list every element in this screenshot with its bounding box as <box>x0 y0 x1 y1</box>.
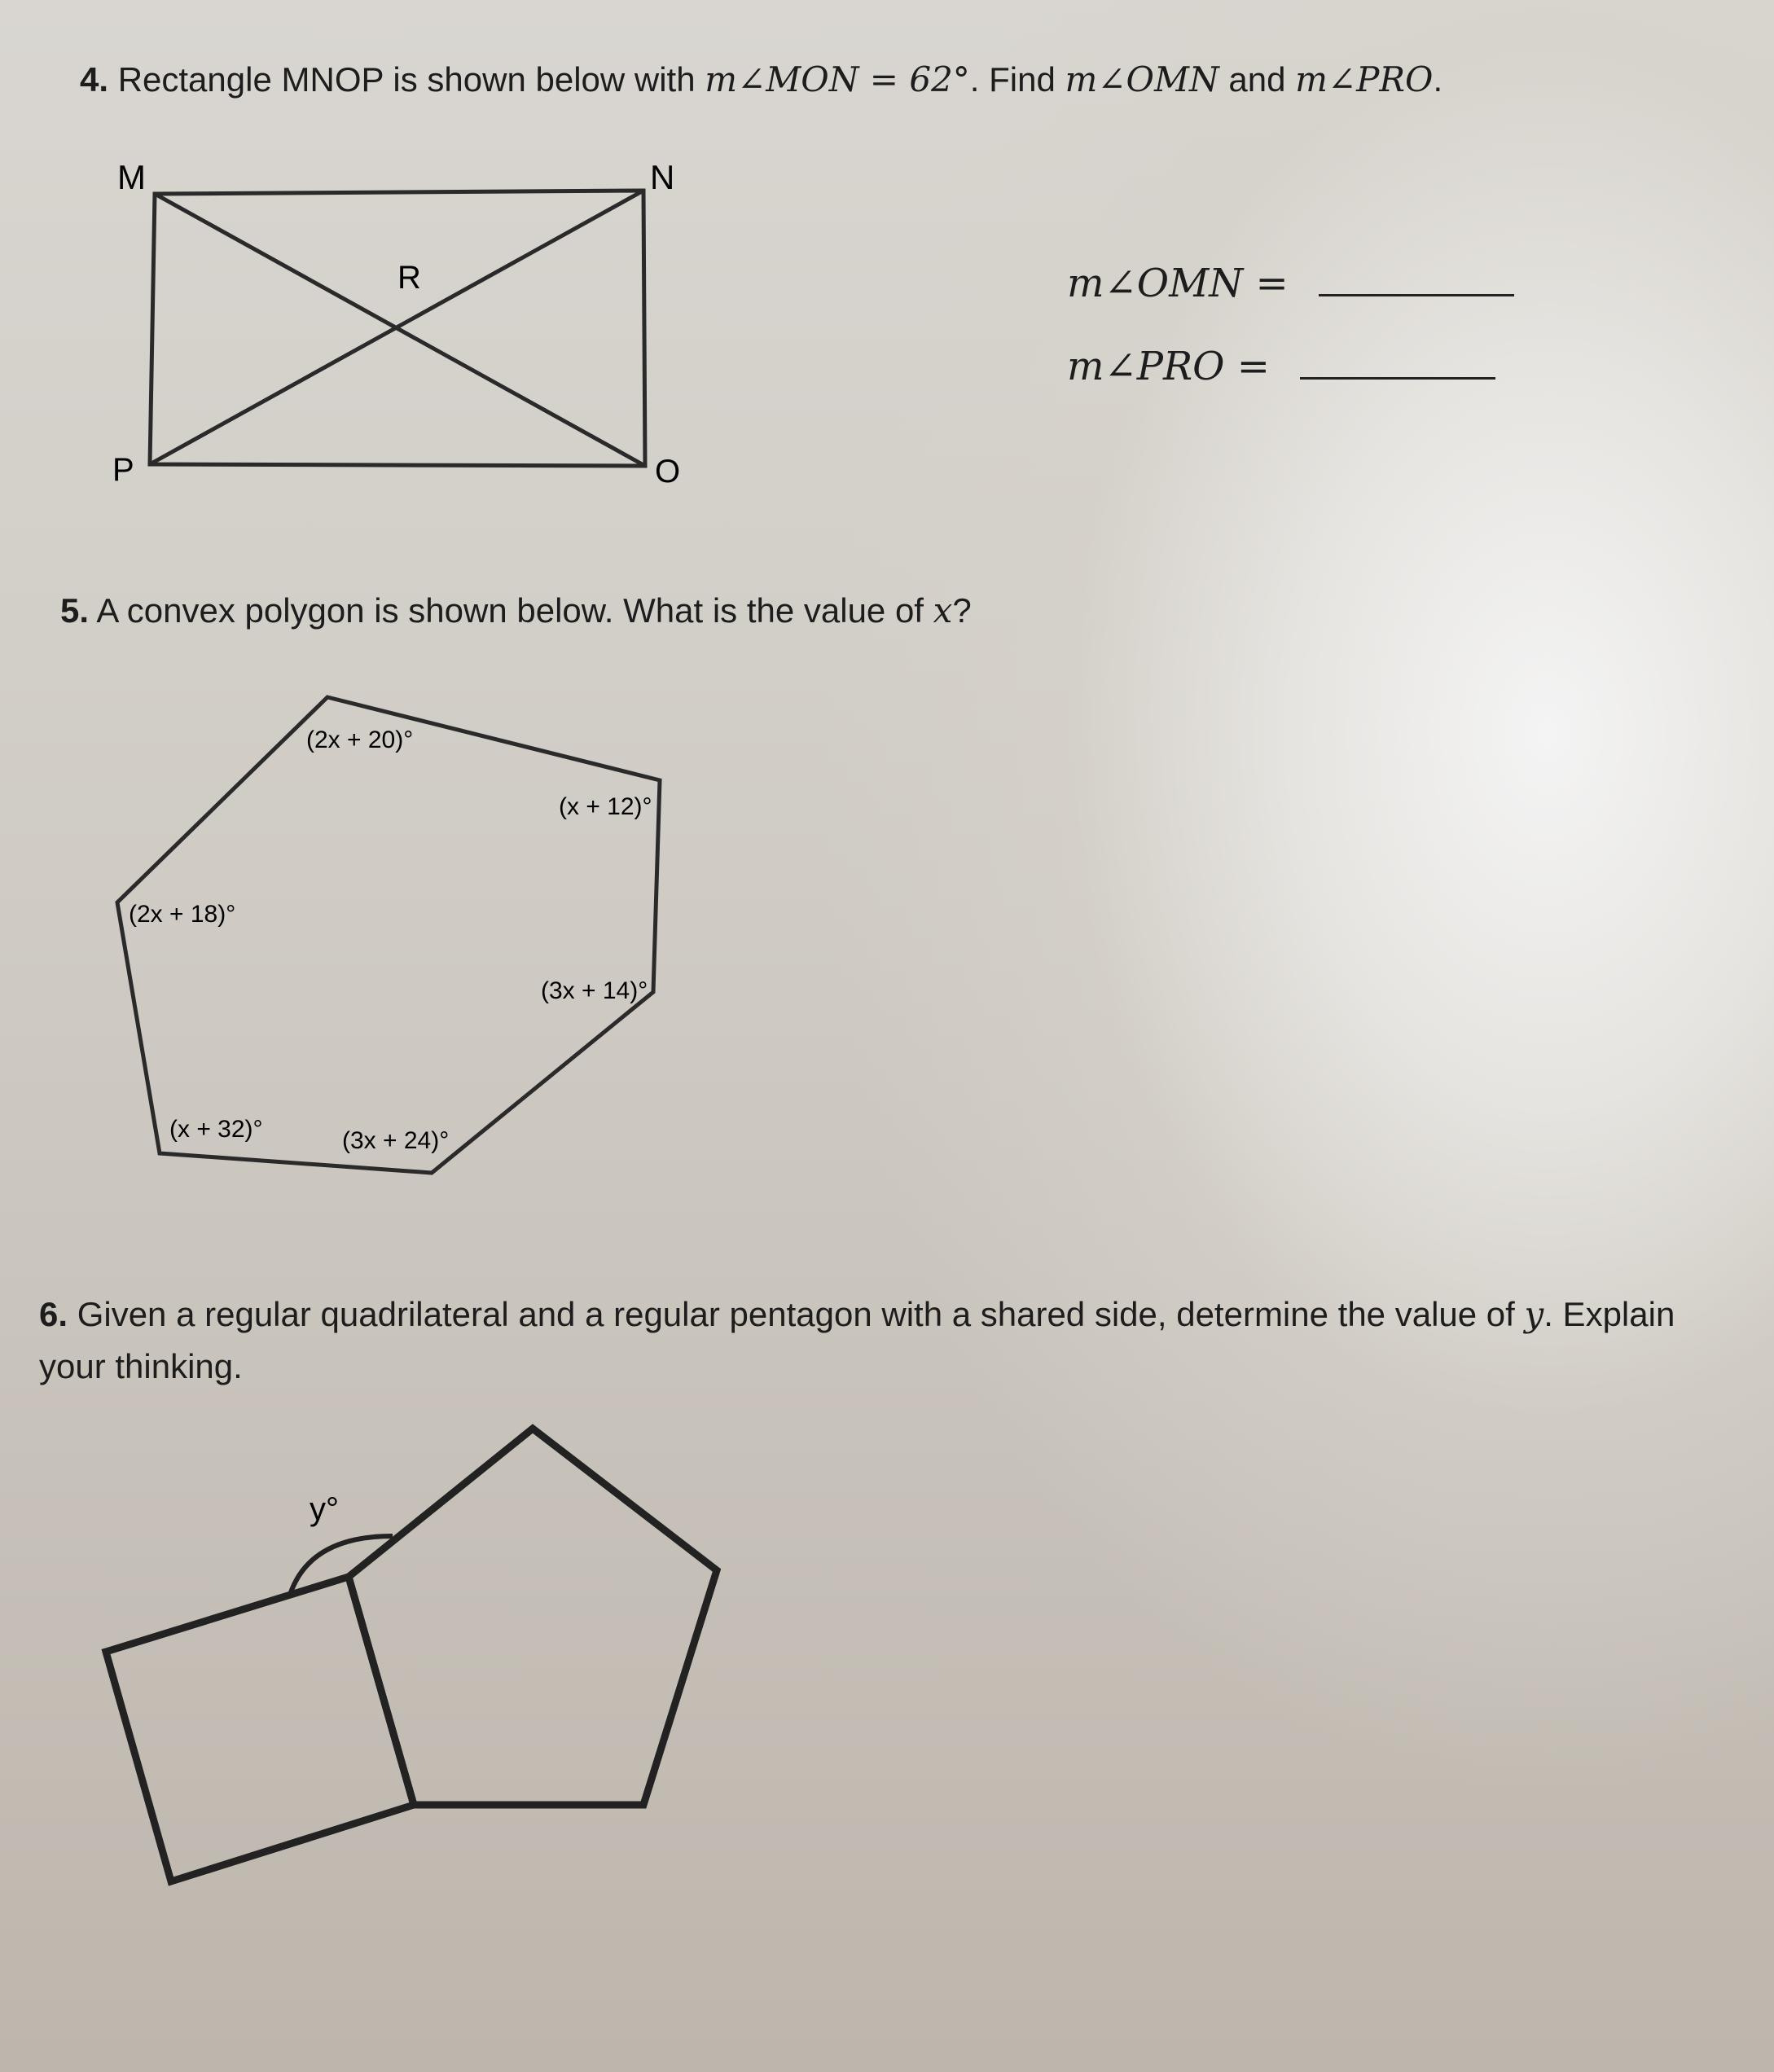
question-6-text-end: . Explain <box>1543 1295 1675 1333</box>
rectangle-mnop-diagram <box>98 155 717 513</box>
question-6-var: y <box>1524 1294 1544 1334</box>
question-5-number: 5. <box>60 591 90 630</box>
label-o: O <box>655 454 681 489</box>
question-6-number: 6. <box>39 1295 68 1333</box>
angle-y-arc <box>290 1536 393 1595</box>
question-4-number: 4. <box>80 60 109 99</box>
angle-x-12: (x + 12)° <box>559 793 652 820</box>
answer-omn-label: m∠OMN = <box>1067 261 1289 306</box>
question-6-prompt-line2 <box>39 1342 243 1391</box>
angle-2x-20: (2x + 20)° <box>306 727 414 753</box>
label-r: R <box>397 260 421 296</box>
answer-omn-blank[interactable] <box>1319 265 1514 296</box>
question-4-text: Rectangle MNOP is shown below with <box>117 60 696 99</box>
question-4-find2: m∠PRO <box>1295 59 1434 99</box>
label-n: N <box>650 158 675 196</box>
answer-pro <box>1067 342 1495 392</box>
convex-hexagon-diagram <box>106 684 692 1189</box>
question-4-end: . <box>1433 60 1443 99</box>
regular-square <box>106 1577 414 1881</box>
question-5-text: A convex polygon is shown below. What is the value of <box>96 591 924 630</box>
angle-3x-24: (3x + 24)° <box>342 1127 450 1154</box>
regular-pentagon <box>349 1429 717 1805</box>
question-4-given: m∠MON = 62° <box>705 59 970 99</box>
question-5-var: x <box>933 590 953 630</box>
angle-x-32: (x + 32)° <box>169 1116 263 1143</box>
question-4-and: and <box>1228 60 1286 99</box>
square-pentagon-diagram <box>90 1409 741 1914</box>
answer-omn <box>1067 259 1514 309</box>
convex-hexagon <box>117 697 660 1173</box>
question-5-end: ? <box>952 591 972 630</box>
question-4-text-mid: . Find <box>969 60 1056 99</box>
question-6-text-line2: your thinking. <box>39 1347 243 1385</box>
question-4-find1: m∠OMN <box>1065 59 1219 99</box>
label-m: M <box>117 158 146 196</box>
answer-pro-blank[interactable] <box>1300 348 1495 380</box>
label-p: P <box>112 452 134 488</box>
angle-y-label: y° <box>310 1491 339 1527</box>
angle-2x-18: (2x + 18)° <box>129 901 236 928</box>
question-6-text: Given a regular quadrilateral and a regular pentagon with a shared side, determine the value of <box>77 1295 1515 1333</box>
question-4-prompt <box>80 55 1442 104</box>
answer-pro-label: m∠PRO = <box>1067 344 1270 389</box>
diagonal-mo <box>155 194 645 466</box>
question-6-prompt <box>39 1290 1675 1339</box>
question-5-prompt <box>60 586 972 635</box>
angle-3x-14: (3x + 14)° <box>541 977 648 1004</box>
